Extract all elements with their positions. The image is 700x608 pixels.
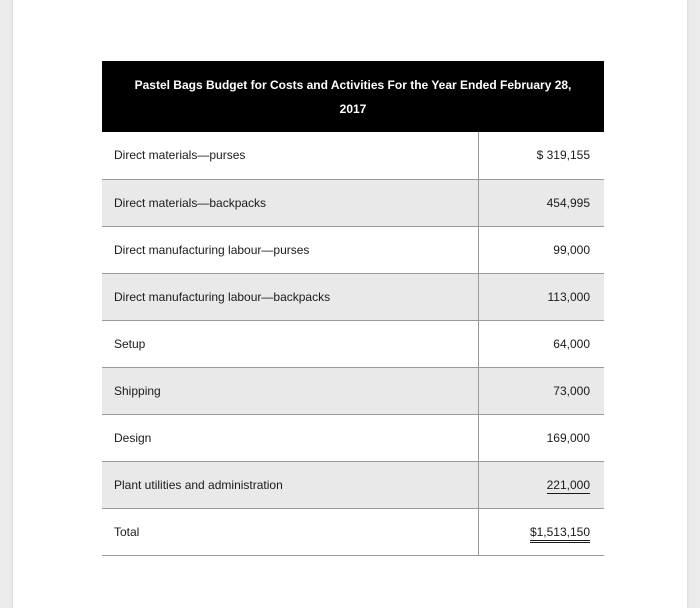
row-label: Direct materials—purses	[102, 132, 478, 179]
amount-value: $ 319,155	[536, 148, 590, 163]
row-label: Direct manufacturing labour—backpacks	[102, 273, 478, 320]
amount-value: 73,000	[553, 383, 590, 398]
total-value: $1,513,150	[530, 525, 590, 543]
table-header-row	[102, 61, 604, 132]
row-amount	[478, 132, 604, 179]
row-label: Design	[102, 414, 478, 461]
amount-value: 454,995	[546, 195, 590, 210]
table-row	[102, 132, 604, 179]
budget-table	[102, 61, 604, 556]
amount-value: 169,000	[546, 430, 590, 445]
row-amount	[478, 226, 604, 273]
row-label: Direct manufacturing labour—purses	[102, 226, 478, 273]
table-row	[102, 414, 604, 461]
table-row	[102, 273, 604, 320]
row-amount	[478, 179, 604, 226]
row-label: Shipping	[102, 367, 478, 414]
row-amount	[478, 367, 604, 414]
amount-value: 64,000	[553, 336, 590, 351]
row-amount	[478, 320, 604, 367]
amount-value: 99,000	[553, 242, 590, 257]
row-label: Setup	[102, 320, 478, 367]
amount-value: 221,000	[546, 477, 590, 492]
row-label: Plant utilities and administration	[102, 461, 478, 508]
table-row	[102, 461, 604, 508]
total-label: Total	[102, 508, 478, 555]
table-row	[102, 320, 604, 367]
row-amount	[478, 273, 604, 320]
row-amount	[478, 414, 604, 461]
table-row	[102, 179, 604, 226]
document-page	[13, 0, 687, 608]
table-title: Pastel Bags Budget for Costs and Activities For the Year Ended February 28, 2017	[102, 61, 604, 132]
row-label: Direct materials—backpacks	[102, 179, 478, 226]
amount-value: 113,000	[547, 289, 590, 304]
total-amount	[478, 508, 604, 555]
table-row	[102, 226, 604, 273]
table-row	[102, 367, 604, 414]
total-row	[102, 508, 604, 555]
row-amount	[478, 461, 604, 508]
